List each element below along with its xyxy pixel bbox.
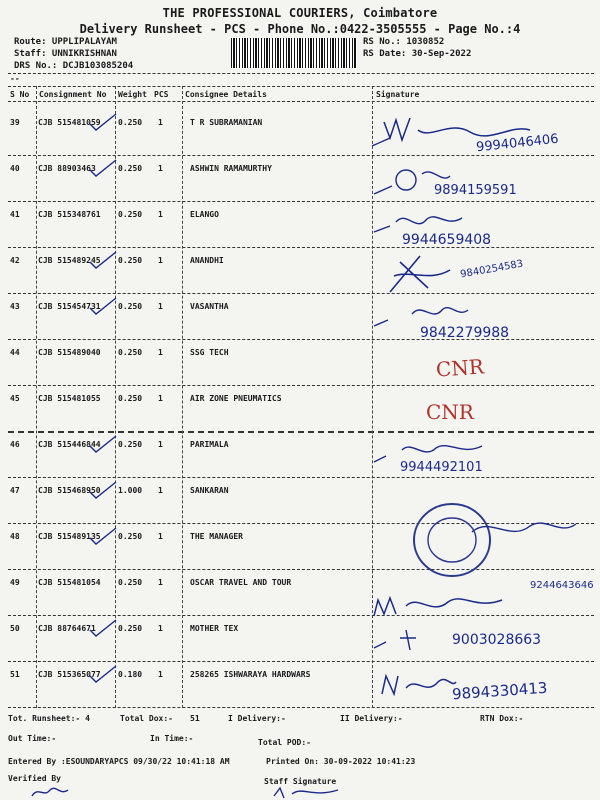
- tick-mark-icon: [88, 250, 118, 270]
- row-weight: 0.250: [118, 624, 143, 633]
- row-pcs: 1: [158, 440, 163, 449]
- tick-mark-icon: [88, 664, 118, 684]
- col-header-sno: S No: [10, 90, 30, 99]
- signature-scribble-icon: [30, 784, 70, 800]
- row-weight: 0.250: [118, 302, 143, 311]
- verified-by: Verified By: [8, 774, 61, 783]
- row-weight: 0.250: [118, 118, 143, 127]
- row-sno: 49: [10, 578, 20, 587]
- table-row: [8, 386, 594, 432]
- row-consignee: OSCAR TRAVEL AND TOUR: [190, 578, 292, 587]
- row-sno: 42: [10, 256, 20, 265]
- row-pcs: 1: [158, 164, 163, 173]
- row-consignee: ANANDHI: [190, 256, 224, 265]
- row-weight: 0.250: [118, 532, 143, 541]
- col-header-details: Consignee Details: [185, 90, 267, 99]
- row-pcs: 1: [158, 578, 163, 587]
- printed-on: Printed On: 30-09-2022 10:41:23: [266, 757, 416, 766]
- row-consignment: CJB 515446844: [38, 440, 101, 449]
- tick-mark-icon: [88, 480, 118, 500]
- row-consignment: CJB 515481054: [38, 578, 101, 587]
- signature-scribble-icon: [372, 590, 512, 620]
- signature-scribble-icon: [470, 512, 580, 552]
- rs-number: RS No.: 1030852: [363, 37, 445, 47]
- staff-signature: Staff Signature: [264, 777, 337, 786]
- table-row: [8, 340, 594, 386]
- barcode: [231, 38, 357, 68]
- row-consignment: CJB 515348761: [38, 210, 101, 219]
- out-time: Out Time:-: [8, 734, 57, 743]
- handwritten-cnr: CNR: [426, 400, 474, 424]
- divider: [8, 101, 594, 102]
- table-row: [8, 202, 594, 248]
- divider: [8, 86, 594, 87]
- total-dox-value: 51: [190, 714, 200, 723]
- row-consignee: SANKARAN: [190, 486, 229, 495]
- row-sno: 46: [10, 440, 20, 449]
- row-weight: 1.000: [118, 486, 143, 495]
- col-header-weight: Weight: [118, 90, 147, 99]
- handwritten-phone: 9994046406: [475, 131, 560, 156]
- row-consignment: CJB 515489040: [38, 348, 101, 357]
- handwritten-phone: 9894330413: [451, 678, 548, 704]
- row-consignee: AIR ZONE PNEUMATICS: [190, 394, 282, 403]
- row-consignment: CJB 515481059: [38, 118, 101, 127]
- tick-mark-icon: [88, 434, 118, 454]
- row-weight: 0.180: [118, 670, 143, 679]
- row-sno: 44: [10, 348, 20, 357]
- row-weight: 0.250: [118, 440, 143, 449]
- row-sno: 40: [10, 164, 20, 173]
- row-pcs: 1: [158, 394, 163, 403]
- tick-mark-icon: [88, 112, 118, 132]
- row-weight: 0.250: [118, 394, 143, 403]
- i-delivery: I Delivery:-: [228, 714, 286, 723]
- drs-number: DRS No.: DCJB103085204: [14, 61, 134, 71]
- handwritten-phone: 9842279988: [420, 325, 510, 341]
- rs-date: RS Date: 30-Sep-2022: [363, 49, 472, 59]
- tot-runsheet: Tot. Runsheet:- 4: [8, 714, 90, 723]
- route-label: Route: UPPLIPALAYAM: [14, 37, 117, 47]
- col-header-pcs: PCS: [154, 90, 169, 99]
- row-pcs: 1: [158, 348, 163, 357]
- tick-mark-icon: [88, 618, 118, 638]
- row-sno: 50: [10, 624, 20, 633]
- row-pcs: 1: [158, 486, 163, 495]
- row-consignee: THE MANAGER: [190, 532, 243, 541]
- row-weight: 0.250: [118, 256, 143, 265]
- tick-mark-icon: [88, 526, 118, 546]
- row-consignee: T R SUBRAMANIAN: [190, 118, 263, 127]
- row-pcs: 1: [158, 210, 163, 219]
- row-pcs: 1: [158, 670, 163, 679]
- total-pod: Total POD:-: [258, 738, 311, 747]
- row-consignment: CJB 88903463: [38, 164, 96, 173]
- handwritten-phone: 9894159591: [434, 183, 517, 198]
- row-pcs: 1: [158, 256, 163, 265]
- header-dots: --: [10, 74, 20, 83]
- handwritten-phone: 9944492101: [400, 460, 483, 475]
- row-sno: 47: [10, 486, 20, 495]
- total-dox-label: Total Dox:-: [120, 714, 173, 723]
- row-sno: 41: [10, 210, 20, 219]
- row-consignment: CJB 515481055: [38, 394, 101, 403]
- row-consignment: CJB 88764671: [38, 624, 96, 633]
- row-consignment: CJB 515468950: [38, 486, 101, 495]
- handwritten-cnr: CNR: [435, 354, 485, 382]
- row-sno: 48: [10, 532, 20, 541]
- col-header-signature: Signature: [376, 90, 420, 99]
- handwritten-phone: 9003028663: [452, 632, 542, 648]
- runsheet-subtitle: Delivery Runsheet - PCS - Phone No.:0422-3505555 - Page No.:4: [79, 22, 521, 36]
- signature-scribble-icon: [380, 252, 470, 296]
- row-consignment: CJB 515454731: [38, 302, 101, 311]
- row-pcs: 1: [158, 624, 163, 633]
- row-consignment: CJB 515365077: [38, 670, 101, 679]
- row-consignee: ASHWIN RAMAMURTHY: [190, 164, 272, 173]
- row-consignee: PARIMALA: [190, 440, 229, 449]
- row-weight: 0.250: [118, 348, 143, 357]
- col-header-consignment: Consignment No: [39, 90, 107, 99]
- row-pcs: 1: [158, 532, 163, 541]
- rtn-dox: RTN Dox:-: [480, 714, 524, 723]
- row-sno: 45: [10, 394, 20, 403]
- row-pcs: 1: [158, 118, 163, 127]
- row-pcs: 1: [158, 302, 163, 311]
- handwritten-phone: 9244643646: [530, 580, 594, 591]
- row-consignee: SSG TECH: [190, 348, 229, 357]
- entered-by: Entered By :ESOUNDARYAPCS 09/30/22 10:41:18 AM: [8, 757, 230, 766]
- handwritten-phone: 9944659408: [402, 232, 492, 248]
- row-consignee: 258265 ISHWARAYA HARDWARS: [190, 670, 311, 679]
- signature-scribble-icon: [372, 624, 432, 654]
- row-weight: 0.250: [118, 164, 143, 173]
- row-sno: 51: [10, 670, 20, 679]
- row-consignee: VASANTHA: [190, 302, 229, 311]
- row-consignee: ELANGO: [190, 210, 219, 219]
- row-consignee: MOTHER TEX: [190, 624, 239, 633]
- row-weight: 0.250: [118, 578, 143, 587]
- company-title: THE PROFESSIONAL COURIERS, Coimbatore: [162, 6, 438, 20]
- signature-scribble-icon: [378, 670, 458, 704]
- row-weight: 0.250: [118, 210, 143, 219]
- tick-mark-icon: [88, 296, 118, 316]
- row-consignment: CJB 515489245: [38, 256, 101, 265]
- staff-label: Staff: UNNIKRISHNAN: [14, 49, 117, 59]
- tick-mark-icon: [88, 158, 118, 178]
- row-consignment: CJB 515489135: [38, 532, 101, 541]
- handwritten-phone: 9840254583: [459, 258, 525, 281]
- signature-scribble-icon: [272, 786, 342, 800]
- row-sno: 43: [10, 302, 20, 311]
- ii-delivery: II Delivery:-: [340, 714, 403, 723]
- divider: [8, 73, 594, 74]
- row-sno: 39: [10, 118, 20, 127]
- in-time: In Time:-: [150, 734, 194, 743]
